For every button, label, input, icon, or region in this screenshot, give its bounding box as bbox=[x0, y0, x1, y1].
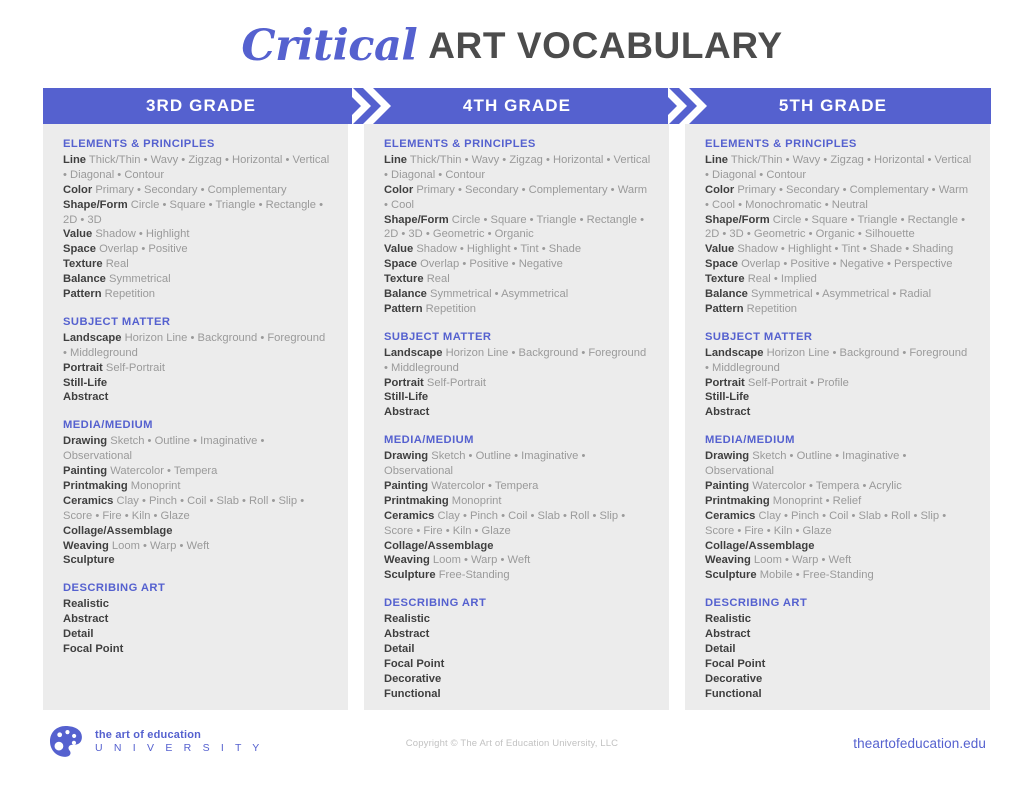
vocabulary-descriptors: Primary • Secondary • Complementary • Warm • Cool • Monochromatic • Neutral bbox=[705, 183, 969, 211]
vocabulary-term: Still-Life bbox=[63, 376, 108, 389]
vocabulary-descriptors: Shadow • Highlight • Tint • Shade bbox=[416, 243, 582, 256]
vocabulary-term: Painting bbox=[63, 465, 108, 478]
grade-header-5th bbox=[675, 88, 991, 124]
vocabulary-term: Landscape bbox=[384, 346, 443, 359]
vocabulary-term: Realistic bbox=[705, 613, 752, 626]
vocabulary-term: Value bbox=[384, 243, 414, 256]
vocabulary-descriptors: Overlap • Positive • Negative bbox=[420, 258, 563, 271]
vocabulary-term: Pattern bbox=[384, 302, 423, 315]
vocabulary-entry bbox=[384, 627, 653, 642]
section-title: ELEMENTS & PRINCIPLES bbox=[384, 138, 536, 150]
vocabulary-entry bbox=[63, 612, 332, 627]
brand-subtitle: U N I V E R S I T Y bbox=[95, 742, 264, 755]
vocabulary-entry bbox=[705, 257, 974, 272]
vocabulary-section bbox=[705, 597, 974, 701]
page-title bbox=[241, 20, 783, 71]
vocabulary-descriptors: Free-Standing bbox=[438, 569, 510, 582]
vocabulary-term: Line bbox=[705, 154, 728, 166]
grade-columns bbox=[43, 124, 991, 710]
vocabulary-entry bbox=[63, 287, 332, 302]
section-title: MEDIA/MEDIUM bbox=[63, 419, 153, 432]
vocabulary-descriptors: Primary • Secondary • Complementary bbox=[95, 183, 287, 196]
vocabulary-section bbox=[63, 316, 332, 405]
vocabulary-entry bbox=[63, 272, 332, 287]
vocabulary-entry bbox=[384, 213, 653, 243]
vocabulary-entry bbox=[384, 509, 653, 539]
vocabulary-entry bbox=[63, 464, 332, 479]
vocabulary-entry bbox=[384, 568, 653, 583]
vocabulary-term: Landscape bbox=[705, 346, 764, 359]
vocabulary-descriptors: Circle • Square • Triangle • Rectangle • 2D • 3D bbox=[63, 198, 324, 226]
vocabulary-term: Pattern bbox=[63, 288, 102, 301]
vocabulary-entry bbox=[705, 642, 974, 657]
vocabulary-term: Functional bbox=[384, 687, 441, 700]
vocabulary-descriptors: Primary • Secondary • Complementary • Warm • Cool bbox=[384, 183, 648, 211]
vocabulary-descriptors: Repetition bbox=[104, 288, 156, 301]
vocabulary-entry bbox=[705, 153, 974, 183]
page-footer bbox=[0, 710, 1024, 791]
vocabulary-term: Shape/Form bbox=[705, 213, 770, 226]
vocabulary-entry bbox=[63, 242, 332, 257]
vocabulary-term: Focal Point bbox=[384, 657, 445, 670]
vocabulary-entry bbox=[384, 553, 653, 568]
vocabulary-entry bbox=[705, 242, 974, 257]
vocabulary-descriptors: Self-Portrait • Profile bbox=[747, 376, 849, 389]
vocabulary-term: Weaving bbox=[705, 554, 751, 567]
vocabulary-term: Sculpture bbox=[384, 569, 436, 582]
vocabulary-term: Abstract bbox=[384, 406, 430, 419]
vocabulary-section bbox=[63, 419, 332, 568]
vocabulary-section bbox=[705, 331, 974, 420]
grade-header-bar bbox=[43, 88, 991, 124]
vocabulary-entry bbox=[705, 657, 974, 672]
vocabulary-term: Realistic bbox=[63, 598, 110, 611]
section-title: SUBJECT MATTER bbox=[384, 330, 492, 343]
vocabulary-entry bbox=[63, 390, 332, 405]
vocabulary-entry bbox=[384, 687, 653, 702]
section-title: DESCRIBING ART bbox=[384, 597, 487, 610]
vocabulary-entry bbox=[384, 612, 653, 627]
grade-column bbox=[685, 124, 990, 710]
vocabulary-descriptors: Thick/Thin • Wavy • Zigzag • Horizontal • Vertical • Diagonal • Contour bbox=[705, 154, 972, 181]
vocabulary-entry bbox=[384, 302, 653, 317]
vocabulary-term: Ceramics bbox=[705, 509, 756, 522]
vocabulary-descriptors: Shadow • Highlight bbox=[95, 228, 190, 241]
vocabulary-term: Abstract bbox=[705, 628, 751, 641]
vocabulary-entry bbox=[705, 272, 974, 287]
vocabulary-descriptors: Horizon Line • Background • Foreground • Middleground bbox=[384, 346, 647, 374]
vocabulary-descriptors: Overlap • Positive • Negative • Perspective bbox=[741, 258, 953, 271]
vocabulary-descriptors: Monoprint • Relief bbox=[772, 494, 862, 507]
vocabulary-entry bbox=[384, 449, 653, 479]
vocabulary-term: Abstract bbox=[63, 391, 109, 404]
vocabulary-descriptors: Sketch • Outline • Imaginative • Observational bbox=[63, 435, 265, 463]
vocabulary-section bbox=[384, 597, 653, 701]
vocabulary-descriptors: Clay • Pinch • Coil • Slab • Roll • Slip • Score • Fire • Kiln • Glaze bbox=[705, 509, 947, 537]
vocabulary-entry bbox=[705, 405, 974, 420]
vocabulary-term: Still-Life bbox=[705, 391, 750, 404]
vocabulary-term: Weaving bbox=[384, 554, 430, 567]
vocabulary-term: Line bbox=[384, 154, 407, 166]
vocabulary-term: Collage/Assemblage bbox=[63, 524, 173, 537]
vocabulary-entry bbox=[384, 479, 653, 494]
vocabulary-term: Color bbox=[705, 183, 735, 196]
vocabulary-descriptors: Thick/Thin • Wavy • Zigzag • Horizontal • Vertical • Diagonal • Contour bbox=[63, 154, 330, 181]
vocabulary-term: Value bbox=[705, 243, 735, 256]
vocabulary-entry bbox=[63, 376, 332, 391]
vocabulary-term: Realistic bbox=[384, 613, 431, 626]
vocabulary-term: Painting bbox=[705, 480, 750, 493]
vocabulary-entry bbox=[705, 494, 974, 509]
page-header bbox=[0, 0, 1024, 88]
vocabulary-entry bbox=[705, 390, 974, 405]
vocabulary-descriptors: Self-Portrait bbox=[105, 361, 165, 374]
vocabulary-term: Texture bbox=[63, 258, 103, 271]
vocabulary-entry bbox=[384, 287, 653, 302]
vocabulary-entry bbox=[705, 479, 974, 494]
vocabulary-term: Ceramics bbox=[384, 509, 435, 522]
vocabulary-entry bbox=[705, 213, 974, 243]
vocabulary-descriptors: Symmetrical • Asymmetrical bbox=[430, 288, 569, 301]
vocabulary-term: Focal Point bbox=[63, 643, 124, 656]
vocabulary-term: Pattern bbox=[705, 302, 744, 315]
vocabulary-descriptors: Real bbox=[105, 258, 129, 271]
vocabulary-entry bbox=[705, 627, 974, 642]
vocabulary-term: Detail bbox=[384, 643, 415, 656]
vocabulary-term: Abstract bbox=[63, 613, 109, 626]
vocabulary-entry bbox=[384, 657, 653, 672]
vocabulary-entry bbox=[63, 434, 332, 464]
vocabulary-term: Drawing bbox=[705, 450, 750, 463]
vocabulary-descriptors: Sketch • Outline • Imaginative • Observational bbox=[384, 450, 586, 478]
vocabulary-descriptors: Sketch • Outline • Imaginative • Observational bbox=[705, 450, 907, 478]
page-title-script-word: Critical bbox=[241, 20, 418, 71]
vocabulary-term: Collage/Assemblage bbox=[384, 539, 494, 552]
vocabulary-entry bbox=[384, 405, 653, 420]
vocabulary-entry bbox=[384, 672, 653, 687]
vocabulary-entry bbox=[705, 539, 974, 554]
vocabulary-entry bbox=[63, 494, 332, 524]
vocabulary-term: Portrait bbox=[63, 361, 103, 374]
vocabulary-term: Still-Life bbox=[384, 391, 429, 404]
vocabulary-term: Collage/Assemblage bbox=[705, 539, 815, 552]
vocabulary-entry bbox=[705, 509, 974, 539]
vocabulary-term: Texture bbox=[705, 273, 745, 286]
vocabulary-descriptors: Watercolor • Tempera bbox=[431, 480, 539, 493]
vocabulary-term: Drawing bbox=[63, 435, 108, 448]
vocabulary-entry bbox=[384, 257, 653, 272]
vocabulary-descriptors: Clay • Pinch • Coil • Slab • Roll • Slip • Score • Fire • Kiln • Glaze bbox=[63, 494, 305, 522]
section-title: ELEMENTS & PRINCIPLES bbox=[63, 138, 215, 150]
vocabulary-descriptors: Watercolor • Tempera • Acrylic bbox=[752, 480, 902, 493]
vocabulary-entry bbox=[705, 346, 974, 376]
section-title: MEDIA/MEDIUM bbox=[705, 434, 795, 447]
vocabulary-descriptors: Shadow • Highlight • Tint • Shade • Shading bbox=[737, 243, 954, 256]
vocabulary-entry bbox=[63, 361, 332, 376]
grade-column bbox=[364, 124, 669, 710]
vocabulary-descriptors: Clay • Pinch • Coil • Slab • Roll • Slip • Score • Fire • Kiln • Glaze bbox=[384, 509, 626, 537]
vocabulary-entry bbox=[705, 672, 974, 687]
vocabulary-entry bbox=[384, 272, 653, 287]
vocabulary-entry bbox=[63, 227, 332, 242]
vocabulary-term: Landscape bbox=[63, 331, 122, 344]
vocabulary-descriptors: Loom • Warp • Weft bbox=[111, 539, 210, 552]
vocabulary-descriptors: Watercolor • Tempera bbox=[110, 465, 218, 478]
vocabulary-term: Painting bbox=[384, 480, 429, 493]
vocabulary-entry bbox=[705, 183, 974, 213]
vocabulary-entry bbox=[705, 449, 974, 479]
vocabulary-descriptors: Monoprint bbox=[451, 494, 502, 507]
vocabulary-entry bbox=[384, 642, 653, 657]
vocabulary-term: Sculpture bbox=[705, 569, 757, 582]
vocabulary-term: Detail bbox=[63, 628, 94, 641]
vocabulary-entry bbox=[384, 494, 653, 509]
vocabulary-term: Decorative bbox=[705, 672, 763, 685]
vocabulary-descriptors: Thick/Thin • Wavy • Zigzag • Horizontal • Vertical • Diagonal • Contour bbox=[384, 154, 651, 181]
grade-header-label: 4TH GRADE bbox=[462, 96, 572, 115]
vocabulary-entry bbox=[705, 568, 974, 583]
vocabulary-descriptors: Horizon Line • Background • Foreground • Middleground bbox=[705, 346, 968, 374]
vocabulary-term: Space bbox=[705, 258, 738, 271]
grade-header-4th bbox=[359, 88, 675, 124]
vocabulary-descriptors: Circle • Square • Triangle • Rectangle • 2D • 3D • Geometric • Organic bbox=[384, 213, 645, 241]
section-title: DESCRIBING ART bbox=[705, 597, 808, 610]
vocabulary-descriptors: Loom • Warp • Weft bbox=[432, 554, 531, 567]
vocabulary-entry bbox=[705, 376, 974, 391]
vocabulary-entry bbox=[63, 479, 332, 494]
vocabulary-term: Abstract bbox=[384, 628, 430, 641]
vocabulary-section bbox=[384, 138, 653, 317]
section-title: ELEMENTS & PRINCIPLES bbox=[705, 138, 857, 150]
vocabulary-descriptors: Mobile • Free-Standing bbox=[759, 569, 874, 582]
vocabulary-term: Weaving bbox=[63, 539, 109, 552]
page-title-bold-words: ART VOCABULARY bbox=[428, 24, 783, 66]
grade-column bbox=[43, 124, 348, 710]
vocabulary-entry bbox=[384, 390, 653, 405]
vocabulary-term: Printmaking bbox=[384, 494, 449, 507]
section-title: SUBJECT MATTER bbox=[705, 330, 813, 343]
vocabulary-entry bbox=[63, 539, 332, 554]
vocabulary-term: Shape/Form bbox=[63, 198, 128, 211]
vocabulary-term: Decorative bbox=[384, 672, 442, 685]
vocabulary-section bbox=[63, 582, 332, 657]
vocabulary-term: Value bbox=[63, 228, 93, 241]
vocabulary-term: Printmaking bbox=[705, 494, 770, 507]
grade-header-label: 3RD GRADE bbox=[145, 96, 257, 115]
vocabulary-entry bbox=[63, 642, 332, 657]
vocabulary-descriptors: Horizon Line • Background • Foreground • Middleground bbox=[63, 331, 326, 359]
vocabulary-section bbox=[384, 331, 653, 420]
vocabulary-term: Functional bbox=[705, 687, 762, 700]
section-title: DESCRIBING ART bbox=[63, 582, 166, 595]
vocabulary-entry bbox=[705, 302, 974, 317]
website-link[interactable]: theartofeducation.edu bbox=[853, 736, 986, 751]
vocabulary-descriptors: Self-Portrait bbox=[426, 376, 486, 389]
vocabulary-term: Drawing bbox=[384, 450, 429, 463]
vocabulary-term: Detail bbox=[705, 643, 736, 656]
vocabulary-term: Balance bbox=[384, 288, 427, 301]
vocabulary-entry bbox=[63, 257, 332, 272]
grade-header-3rd bbox=[43, 88, 359, 124]
vocabulary-term: Portrait bbox=[705, 376, 745, 389]
vocabulary-entry bbox=[384, 153, 653, 183]
vocabulary-entry bbox=[63, 524, 332, 539]
vocabulary-term: Space bbox=[63, 243, 96, 256]
copyright-text: Copyright © The Art of Education University, LLC bbox=[405, 738, 619, 749]
vocabulary-descriptors: Repetition bbox=[746, 302, 798, 315]
vocabulary-entry bbox=[384, 346, 653, 376]
grade-header-label: 5TH GRADE bbox=[778, 96, 888, 115]
vocabulary-term: Balance bbox=[63, 273, 106, 286]
vocabulary-descriptors: Overlap • Positive bbox=[99, 243, 188, 256]
vocabulary-entry bbox=[384, 539, 653, 554]
vocabulary-descriptors: Symmetrical • Asymmetrical • Radial bbox=[751, 288, 932, 301]
vocabulary-descriptors: Real bbox=[426, 273, 450, 286]
vocabulary-term: Balance bbox=[705, 288, 748, 301]
vocabulary-entry bbox=[705, 553, 974, 568]
vocabulary-term: Ceramics bbox=[63, 494, 114, 507]
vocabulary-term: Sculpture bbox=[63, 554, 115, 567]
vocabulary-entry bbox=[63, 183, 332, 198]
vocabulary-term: Texture bbox=[384, 273, 424, 286]
vocabulary-descriptors: Symmetrical bbox=[109, 273, 171, 286]
vocabulary-term: Color bbox=[63, 183, 93, 196]
section-title: SUBJECT MATTER bbox=[63, 315, 171, 328]
vocabulary-term: Portrait bbox=[384, 376, 424, 389]
vocabulary-descriptors: Real • Implied bbox=[747, 273, 817, 286]
vocabulary-section bbox=[63, 138, 332, 302]
vocabulary-entry bbox=[63, 627, 332, 642]
brand-name: the art of education bbox=[95, 728, 202, 741]
vocabulary-descriptors: Monoprint bbox=[130, 480, 181, 493]
vocabulary-term: Focal Point bbox=[705, 657, 766, 670]
vocabulary-term: Space bbox=[384, 258, 417, 271]
vocabulary-term: Color bbox=[384, 183, 414, 196]
vocabulary-entry bbox=[705, 687, 974, 702]
section-title: MEDIA/MEDIUM bbox=[384, 434, 474, 447]
vocabulary-term: Printmaking bbox=[63, 480, 128, 493]
vocabulary-section bbox=[705, 138, 974, 317]
vocabulary-entry bbox=[63, 198, 332, 228]
vocabulary-entry bbox=[705, 612, 974, 627]
vocabulary-term: Shape/Form bbox=[384, 213, 449, 226]
vocabulary-term: Abstract bbox=[705, 406, 751, 419]
vocabulary-entry bbox=[384, 242, 653, 257]
vocabulary-entry bbox=[63, 553, 332, 568]
vocabulary-entry bbox=[63, 153, 332, 183]
vocabulary-entry bbox=[63, 331, 332, 361]
vocabulary-entry bbox=[384, 376, 653, 391]
vocabulary-term: Line bbox=[63, 154, 86, 166]
vocabulary-section bbox=[705, 434, 974, 583]
vocabulary-descriptors: Repetition bbox=[425, 302, 477, 315]
vocabulary-entry bbox=[384, 183, 653, 213]
vocabulary-section bbox=[384, 434, 653, 583]
vocabulary-descriptors: Circle • Square • Triangle • Rectangle • 2D • 3D • Geometric • Organic • Silhouette bbox=[705, 213, 966, 241]
vocabulary-descriptors: Loom • Warp • Weft bbox=[753, 554, 852, 567]
vocabulary-entry bbox=[705, 287, 974, 302]
vocabulary-entry bbox=[63, 597, 332, 612]
